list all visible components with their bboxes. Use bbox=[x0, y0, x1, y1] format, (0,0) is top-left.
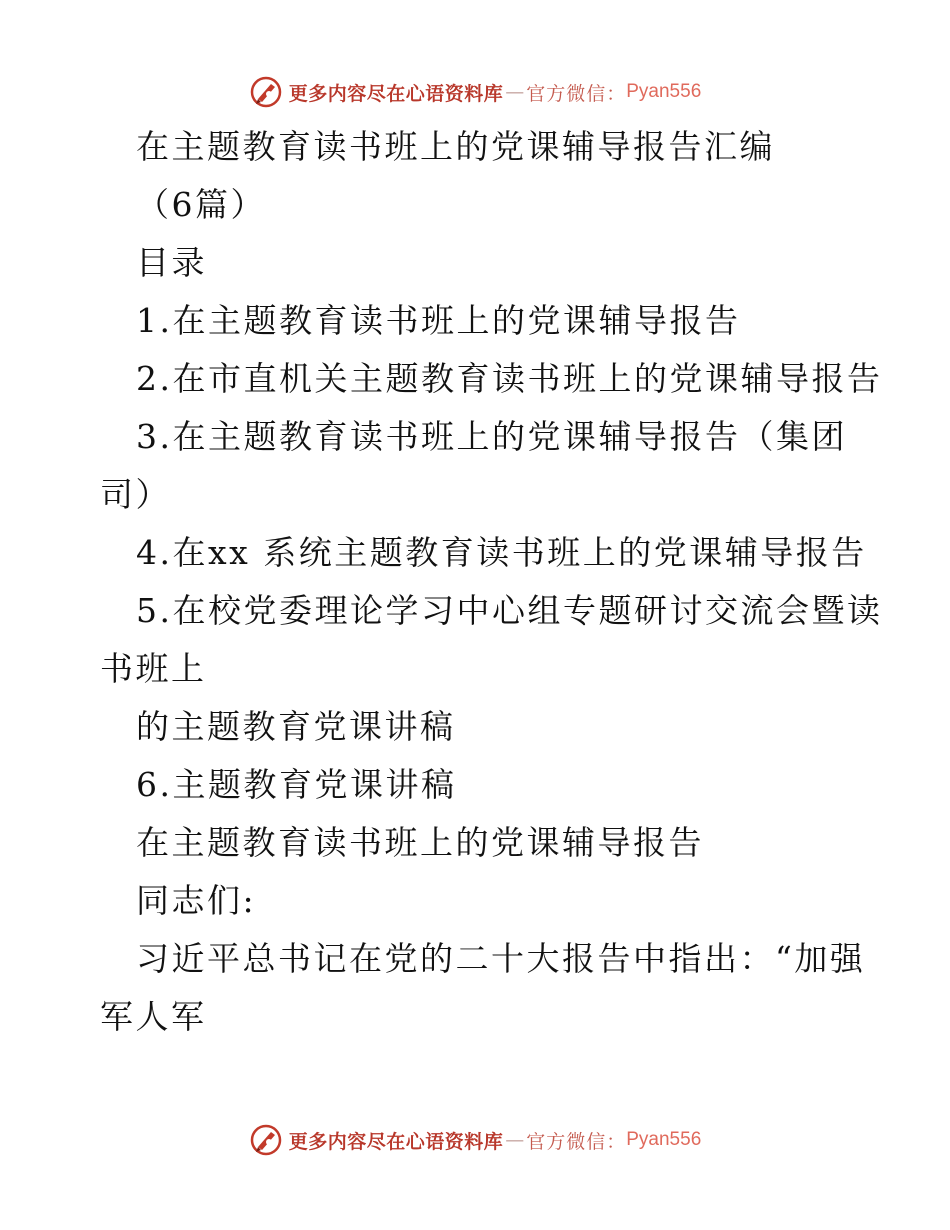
watermark-wechat-id: Pyan556 bbox=[626, 81, 702, 102]
document-title-line-2: （6篇） bbox=[136, 185, 266, 224]
greeting: 同志们: bbox=[136, 881, 257, 920]
footer-watermark bbox=[0, 1120, 950, 1160]
body-paragraph-line: 军人军 bbox=[100, 997, 207, 1036]
toc-item: 1.在主题教育读书班上的党课辅导报告 bbox=[136, 301, 741, 340]
section-title: 在主题教育读书班上的党课辅导报告 bbox=[136, 823, 704, 862]
toc-item: 4.在xx 系统主题教育读书班上的党课辅导报告 bbox=[136, 533, 867, 572]
document-title-line-1: 在主题教育读书班上的党课辅导报告汇编 bbox=[136, 127, 775, 166]
toc-item-continuation: 的主题教育党课讲稿 bbox=[136, 707, 456, 746]
toc-item: 6.主题教育党课讲稿 bbox=[136, 765, 457, 804]
watermark-main-text: 更多内容尽在心语资料库 bbox=[288, 1130, 504, 1153]
watermark-subtitle: 官方微信： bbox=[526, 1130, 627, 1153]
watermark-separator: — bbox=[505, 1129, 525, 1151]
toc-item: 3.在主题教育读书班上的党课辅导报告（集团 bbox=[136, 417, 847, 456]
watermark-separator: — bbox=[505, 81, 525, 103]
watermark-main-text: 更多内容尽在心语资料库 bbox=[288, 82, 504, 105]
body-paragraph-line: 习近平总书记在党的二十大报告中指出：“加强 bbox=[136, 939, 866, 978]
toc-item-continuation: 司） bbox=[100, 475, 171, 514]
toc-item-continuation: 书班上 bbox=[100, 649, 207, 688]
pen-logo-icon bbox=[249, 1123, 283, 1157]
toc-item: 5.在校党委理论学习中心组专题研讨交流会暨读 bbox=[136, 591, 883, 630]
toc-heading: 目录 bbox=[136, 243, 207, 282]
toc-item: 2.在市直机关主题教育读书班上的党课辅导报告 bbox=[136, 359, 883, 398]
watermark-subtitle: 官方微信： bbox=[526, 82, 627, 105]
watermark-wechat-id: Pyan556 bbox=[626, 1129, 702, 1150]
